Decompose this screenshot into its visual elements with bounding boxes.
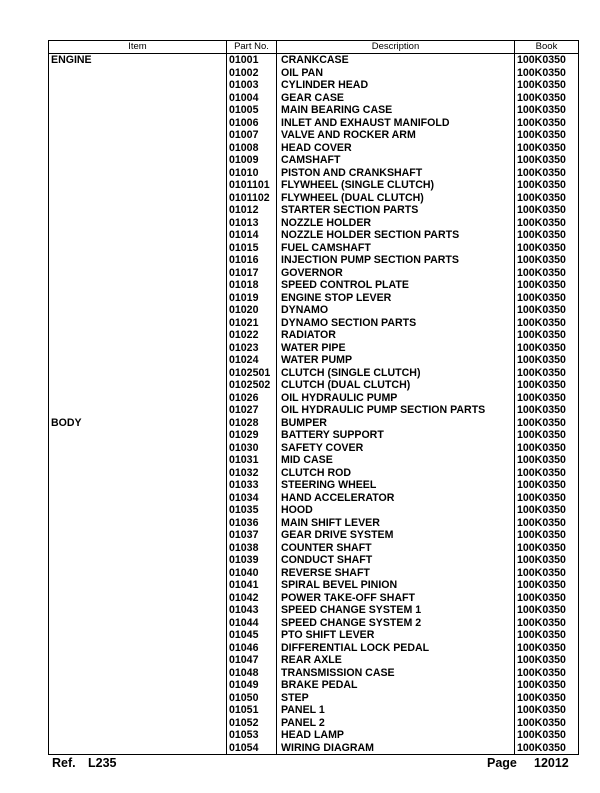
book-cell: 100K0350	[515, 642, 579, 655]
part-number-cell: 01050	[227, 692, 277, 705]
table-row	[49, 692, 579, 705]
book-cell: 100K0350	[515, 142, 579, 155]
description-cell: GEAR CASE	[277, 92, 515, 105]
table-header-row	[49, 41, 579, 54]
book-cell: 100K0350	[515, 267, 579, 280]
book-cell: 100K0350	[515, 742, 579, 755]
part-number-cell: 01047	[227, 654, 277, 667]
table-row	[49, 229, 579, 242]
book-cell: 100K0350	[515, 254, 579, 267]
description-cell: FLYWHEEL (DUAL CLUTCH)	[277, 192, 515, 205]
part-number-cell: 01045	[227, 629, 277, 642]
book-cell: 100K0350	[515, 442, 579, 455]
table-row	[49, 292, 579, 305]
item-cell	[49, 317, 227, 330]
table-row	[49, 129, 579, 142]
part-number-cell: 01046	[227, 642, 277, 655]
table-row	[49, 217, 579, 230]
part-number-cell: 01032	[227, 467, 277, 480]
table-row	[49, 317, 579, 330]
table-row	[49, 479, 579, 492]
part-number-cell: 01014	[227, 229, 277, 242]
table-row	[49, 442, 579, 455]
table-row	[49, 304, 579, 317]
book-cell: 100K0350	[515, 604, 579, 617]
book-cell: 100K0350	[515, 379, 579, 392]
book-cell: 100K0350	[515, 292, 579, 305]
table-row	[49, 604, 579, 617]
book-cell: 100K0350	[515, 542, 579, 555]
item-cell	[49, 279, 227, 292]
part-number-cell: 01053	[227, 729, 277, 742]
book-cell: 100K0350	[515, 329, 579, 342]
table-row	[49, 667, 579, 680]
description-cell: CLUTCH (DUAL CLUTCH)	[277, 379, 515, 392]
item-cell	[49, 292, 227, 305]
item-cell	[49, 567, 227, 580]
table-row	[49, 54, 579, 67]
book-cell: 100K0350	[515, 342, 579, 355]
item-cell	[49, 329, 227, 342]
table-row	[49, 542, 579, 555]
description-cell: POWER TAKE-OFF SHAFT	[277, 592, 515, 605]
item-cell	[49, 667, 227, 680]
item-cell: BODY	[49, 417, 227, 430]
part-number-cell: 01017	[227, 267, 277, 280]
table-row	[49, 429, 579, 442]
book-cell: 100K0350	[515, 417, 579, 430]
item-cell	[49, 79, 227, 92]
column-header-book: Book	[515, 41, 579, 54]
table-row	[49, 354, 579, 367]
description-cell: SPEED CHANGE SYSTEM 1	[277, 604, 515, 617]
part-number-cell: 01012	[227, 204, 277, 217]
item-cell	[49, 479, 227, 492]
table-row	[49, 492, 579, 505]
item-cell	[49, 579, 227, 592]
book-cell: 100K0350	[515, 529, 579, 542]
item-cell	[49, 617, 227, 630]
description-cell: SPEED CONTROL PLATE	[277, 279, 515, 292]
item-cell	[49, 604, 227, 617]
description-cell: SAFETY COVER	[277, 442, 515, 455]
item-cell	[49, 404, 227, 417]
ref-value: L235	[88, 756, 117, 770]
item-cell	[49, 242, 227, 255]
item-cell	[49, 142, 227, 155]
book-cell: 100K0350	[515, 392, 579, 405]
description-cell: CLUTCH (SINGLE CLUTCH)	[277, 367, 515, 380]
table-row	[49, 654, 579, 667]
description-cell: MAIN BEARING CASE	[277, 104, 515, 117]
book-cell: 100K0350	[515, 654, 579, 667]
item-cell	[49, 629, 227, 642]
item-cell	[49, 454, 227, 467]
description-cell: PANEL 2	[277, 717, 515, 730]
item-cell	[49, 429, 227, 442]
part-number-cell: 01052	[227, 717, 277, 730]
item-cell	[49, 129, 227, 142]
table-row	[49, 367, 579, 380]
book-cell: 100K0350	[515, 729, 579, 742]
table-row	[49, 417, 579, 430]
book-cell: 100K0350	[515, 479, 579, 492]
book-cell: 100K0350	[515, 179, 579, 192]
part-number-cell: 01033	[227, 479, 277, 492]
description-cell: INLET AND EXHAUST MANIFOLD	[277, 117, 515, 130]
table-row	[49, 704, 579, 717]
table-row	[49, 567, 579, 580]
book-cell: 100K0350	[515, 667, 579, 680]
part-number-cell: 01007	[227, 129, 277, 142]
description-cell: STEERING WHEEL	[277, 479, 515, 492]
part-number-cell: 01001	[227, 54, 277, 67]
table-row	[49, 642, 579, 655]
part-number-cell: 01022	[227, 329, 277, 342]
table-row	[49, 279, 579, 292]
description-cell: REVERSE SHAFT	[277, 567, 515, 580]
description-cell: BUMPER	[277, 417, 515, 430]
description-cell: GOVERNOR	[277, 267, 515, 280]
part-number-cell: 01031	[227, 454, 277, 467]
part-number-cell: 01013	[227, 217, 277, 230]
item-cell	[49, 229, 227, 242]
table-row	[49, 192, 579, 205]
item-cell	[49, 692, 227, 705]
item-cell	[49, 517, 227, 530]
book-cell: 100K0350	[515, 217, 579, 230]
book-cell: 100K0350	[515, 129, 579, 142]
book-cell: 100K0350	[515, 467, 579, 480]
item-cell	[49, 217, 227, 230]
description-cell: PTO SHIFT LEVER	[277, 629, 515, 642]
description-cell: OIL HYDRAULIC PUMP SECTION PARTS	[277, 404, 515, 417]
description-cell: CRANKCASE	[277, 54, 515, 67]
book-cell: 100K0350	[515, 692, 579, 705]
book-cell: 100K0350	[515, 54, 579, 67]
book-cell: 100K0350	[515, 304, 579, 317]
description-cell: ENGINE STOP LEVER	[277, 292, 515, 305]
part-number-cell: 01039	[227, 554, 277, 567]
book-cell: 100K0350	[515, 204, 579, 217]
part-number-cell: 01024	[227, 354, 277, 367]
table-row	[49, 579, 579, 592]
item-cell	[49, 154, 227, 167]
item-cell	[49, 704, 227, 717]
part-number-cell: 01041	[227, 579, 277, 592]
table-row	[49, 504, 579, 517]
item-cell	[49, 104, 227, 117]
description-cell: DYNAMO	[277, 304, 515, 317]
item-cell	[49, 379, 227, 392]
description-cell: DYNAMO SECTION PARTS	[277, 317, 515, 330]
description-cell: SPEED CHANGE SYSTEM 2	[277, 617, 515, 630]
part-number-cell: 01006	[227, 117, 277, 130]
book-cell: 100K0350	[515, 504, 579, 517]
item-cell	[49, 554, 227, 567]
book-cell: 100K0350	[515, 592, 579, 605]
description-cell: PANEL 1	[277, 704, 515, 717]
description-cell: CAMSHAFT	[277, 154, 515, 167]
item-cell	[49, 354, 227, 367]
part-number-cell: 01018	[227, 279, 277, 292]
ref-label: Ref.	[52, 756, 76, 770]
description-cell: COUNTER SHAFT	[277, 542, 515, 555]
description-cell: HEAD COVER	[277, 142, 515, 155]
book-cell: 100K0350	[515, 629, 579, 642]
table-row	[49, 554, 579, 567]
item-cell	[49, 679, 227, 692]
part-number-cell: 01028	[227, 417, 277, 430]
book-cell: 100K0350	[515, 554, 579, 567]
parts-table-body	[49, 54, 579, 755]
table-row	[49, 454, 579, 467]
table-row	[49, 629, 579, 642]
table-row	[49, 404, 579, 417]
part-number-cell: 01020	[227, 304, 277, 317]
description-cell: HAND ACCELERATOR	[277, 492, 515, 505]
table-row	[49, 329, 579, 342]
table-row	[49, 142, 579, 155]
book-cell: 100K0350	[515, 279, 579, 292]
book-cell: 100K0350	[515, 704, 579, 717]
column-header-part-no: Part No.	[227, 41, 277, 54]
description-cell: WIRING DIAGRAM	[277, 742, 515, 755]
part-number-cell: 01048	[227, 667, 277, 680]
column-header-item: Item	[49, 41, 227, 54]
book-cell: 100K0350	[515, 229, 579, 242]
item-cell	[49, 67, 227, 80]
book-cell: 100K0350	[515, 429, 579, 442]
description-cell: STEP	[277, 692, 515, 705]
item-cell	[49, 192, 227, 205]
table-row	[49, 592, 579, 605]
table-row	[49, 92, 579, 105]
part-number-cell: 01005	[227, 104, 277, 117]
book-cell: 100K0350	[515, 617, 579, 630]
part-number-cell: 01008	[227, 142, 277, 155]
table-row	[49, 379, 579, 392]
description-cell: CYLINDER HEAD	[277, 79, 515, 92]
part-number-cell: 01002	[227, 67, 277, 80]
book-cell: 100K0350	[515, 92, 579, 105]
part-number-cell: 01054	[227, 742, 277, 755]
description-cell: HEAD LAMP	[277, 729, 515, 742]
part-number-cell: 01043	[227, 604, 277, 617]
item-cell	[49, 204, 227, 217]
book-cell: 100K0350	[515, 167, 579, 180]
part-number-cell: 01049	[227, 679, 277, 692]
item-cell	[49, 592, 227, 605]
table-row	[49, 167, 579, 180]
description-cell: WATER PUMP	[277, 354, 515, 367]
book-cell: 100K0350	[515, 192, 579, 205]
part-number-cell: 01044	[227, 617, 277, 630]
description-cell: PISTON AND CRANKSHAFT	[277, 167, 515, 180]
book-cell: 100K0350	[515, 454, 579, 467]
part-number-cell: 01015	[227, 242, 277, 255]
table-row	[49, 254, 579, 267]
book-cell: 100K0350	[515, 354, 579, 367]
description-cell: HOOD	[277, 504, 515, 517]
book-cell: 100K0350	[515, 242, 579, 255]
description-cell: FUEL CAMSHAFT	[277, 242, 515, 255]
part-number-cell: 01038	[227, 542, 277, 555]
page-number: 12012	[534, 756, 569, 770]
table-row	[49, 679, 579, 692]
part-number-cell: 0101101	[227, 179, 277, 192]
table-row	[49, 242, 579, 255]
book-cell: 100K0350	[515, 104, 579, 117]
part-number-cell: 0101102	[227, 192, 277, 205]
description-cell: OIL PAN	[277, 67, 515, 80]
part-number-cell: 01003	[227, 79, 277, 92]
description-cell: MID CASE	[277, 454, 515, 467]
description-cell: OIL HYDRAULIC PUMP	[277, 392, 515, 405]
item-cell	[49, 267, 227, 280]
part-number-cell: 01021	[227, 317, 277, 330]
item-cell	[49, 542, 227, 555]
item-cell	[49, 304, 227, 317]
item-cell	[49, 504, 227, 517]
part-number-cell: 0102502	[227, 379, 277, 392]
description-cell: CLUTCH ROD	[277, 467, 515, 480]
description-cell: DIFFERENTIAL LOCK PEDAL	[277, 642, 515, 655]
item-cell: ENGINE	[49, 54, 227, 67]
table-row	[49, 467, 579, 480]
part-number-cell: 01040	[227, 567, 277, 580]
book-cell: 100K0350	[515, 579, 579, 592]
table-row	[49, 267, 579, 280]
book-cell: 100K0350	[515, 679, 579, 692]
table-row	[49, 204, 579, 217]
part-number-cell: 01036	[227, 517, 277, 530]
description-cell: BATTERY SUPPORT	[277, 429, 515, 442]
description-cell: MAIN SHIFT LEVER	[277, 517, 515, 530]
description-cell: NOZZLE HOLDER	[277, 217, 515, 230]
item-cell	[49, 442, 227, 455]
book-cell: 100K0350	[515, 367, 579, 380]
part-number-cell: 01026	[227, 392, 277, 405]
column-header-description: Description	[277, 41, 515, 54]
book-cell: 100K0350	[515, 404, 579, 417]
description-cell: STARTER SECTION PARTS	[277, 204, 515, 217]
item-cell	[49, 392, 227, 405]
part-number-cell: 01042	[227, 592, 277, 605]
item-cell	[49, 654, 227, 667]
book-cell: 100K0350	[515, 717, 579, 730]
description-cell: GEAR DRIVE SYSTEM	[277, 529, 515, 542]
item-cell	[49, 467, 227, 480]
table-row	[49, 179, 579, 192]
table-row	[49, 717, 579, 730]
part-number-cell: 01029	[227, 429, 277, 442]
description-cell: TRANSMISSION CASE	[277, 667, 515, 680]
table-row	[49, 117, 579, 130]
description-cell: CONDUCT SHAFT	[277, 554, 515, 567]
book-cell: 100K0350	[515, 517, 579, 530]
book-cell: 100K0350	[515, 567, 579, 580]
item-cell	[49, 342, 227, 355]
table-row	[49, 67, 579, 80]
item-cell	[49, 642, 227, 655]
part-number-cell: 01019	[227, 292, 277, 305]
description-cell: FLYWHEEL (SINGLE CLUTCH)	[277, 179, 515, 192]
table-row	[49, 79, 579, 92]
item-cell	[49, 367, 227, 380]
item-cell	[49, 92, 227, 105]
item-cell	[49, 742, 227, 755]
item-cell	[49, 529, 227, 542]
item-cell	[49, 254, 227, 267]
part-number-cell: 01016	[227, 254, 277, 267]
item-cell	[49, 717, 227, 730]
part-number-cell: 01027	[227, 404, 277, 417]
description-cell: SPIRAL BEVEL PINION	[277, 579, 515, 592]
table-row	[49, 104, 579, 117]
table-row	[49, 529, 579, 542]
item-cell	[49, 167, 227, 180]
book-cell: 100K0350	[515, 79, 579, 92]
book-cell: 100K0350	[515, 317, 579, 330]
table-row	[49, 742, 579, 755]
item-cell	[49, 117, 227, 130]
part-number-cell: 01009	[227, 154, 277, 167]
item-cell	[49, 729, 227, 742]
description-cell: NOZZLE HOLDER SECTION PARTS	[277, 229, 515, 242]
table-row	[49, 392, 579, 405]
table-row	[49, 729, 579, 742]
part-number-cell: 01037	[227, 529, 277, 542]
table-row	[49, 154, 579, 167]
description-cell: RADIATOR	[277, 329, 515, 342]
part-number-cell: 01023	[227, 342, 277, 355]
table-row	[49, 517, 579, 530]
parts-table	[48, 40, 579, 755]
description-cell: BRAKE PEDAL	[277, 679, 515, 692]
table-row	[49, 342, 579, 355]
book-cell: 100K0350	[515, 154, 579, 167]
part-number-cell: 01034	[227, 492, 277, 505]
part-number-cell: 01035	[227, 504, 277, 517]
description-cell: VALVE AND ROCKER ARM	[277, 129, 515, 142]
item-cell	[49, 492, 227, 505]
table-row	[49, 617, 579, 630]
part-number-cell: 01004	[227, 92, 277, 105]
description-cell: INJECTION PUMP SECTION PARTS	[277, 254, 515, 267]
description-cell: REAR AXLE	[277, 654, 515, 667]
part-number-cell: 01051	[227, 704, 277, 717]
item-cell	[49, 179, 227, 192]
part-number-cell: 0102501	[227, 367, 277, 380]
book-cell: 100K0350	[515, 67, 579, 80]
book-cell: 100K0350	[515, 117, 579, 130]
part-number-cell: 01010	[227, 167, 277, 180]
page-label: Page	[487, 756, 517, 770]
description-cell: WATER PIPE	[277, 342, 515, 355]
part-number-cell: 01030	[227, 442, 277, 455]
book-cell: 100K0350	[515, 492, 579, 505]
